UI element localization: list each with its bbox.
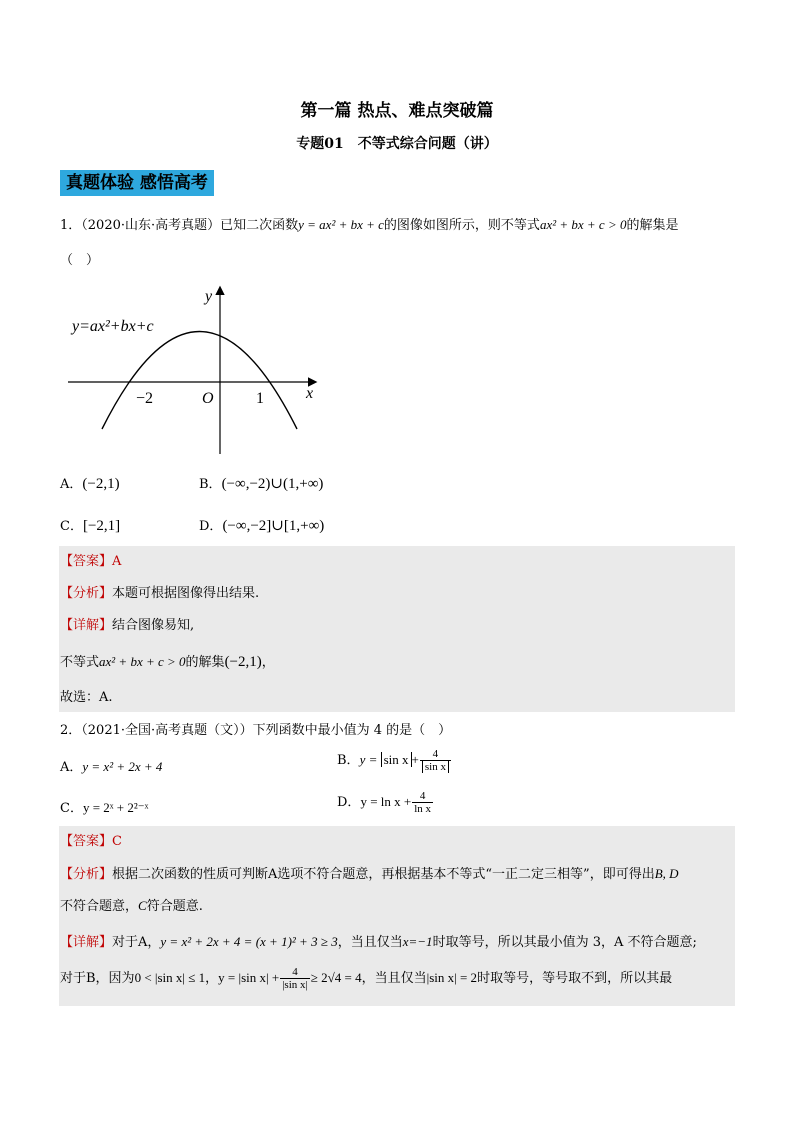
- q1-prefix: 1．（2020·山东·高考真题）已知二次函数: [60, 218, 299, 233]
- q1-option-c-value: [−2,1]: [82, 518, 121, 534]
- q2-option-a[interactable]: A．y = x² + 2x + 4: [60, 759, 163, 775]
- section-banner: 真题体验 感悟高考: [60, 170, 214, 196]
- root-label-neg2: −2: [136, 390, 154, 407]
- q2-option-b[interactable]: B．y = sin x + $\frac{4}{\text{sin x}}$: [337, 748, 452, 773]
- q1-detail-line2: 不等式ax² + bx + c > 0的解集(−2,1)，: [60, 654, 275, 670]
- q2-option-a-value: y = x² + 2x + 4: [82, 759, 163, 774]
- q1-stem: [60, 216, 678, 235]
- q1-option-a-value: (−2,1): [82, 476, 120, 492]
- q1-option-a[interactable]: A．(−2,1): [60, 476, 120, 492]
- origin-label: O: [202, 390, 214, 407]
- q2-analysis-line2: 不符合题意，C符合题意.: [60, 898, 203, 914]
- q2-detail-b: 对于B，因为0 < |sin x| ≤ 1，y = |sin x| + $\frac{4}{\text{|sin x|}}$ ≥ 2√4 = 4，当且仅当|sin x| = 2时取等号，等号取不到，所以其最: [60, 966, 673, 991]
- q1-option-c[interactable]: C．[−2,1]: [60, 518, 121, 534]
- page-title: 第一篇 热点、难点突破篇: [300, 101, 494, 121]
- q2-option-d[interactable]: D．y = ln x + $\frac{4}{\text{ln x}}$: [337, 790, 432, 815]
- q2-option-c[interactable]: C．y = 2ˣ + 2²⁻ˣ: [60, 800, 149, 816]
- q1-paren: （ ）: [60, 253, 100, 268]
- page-subtitle: 专题01 不等式综合问题（讲）: [296, 136, 498, 152]
- q2-analysis: 【分析】根据二次函数的性质可判断A选项不符合题意，再根据基本不等式“一正二定三相等”，即可得出B, D: [60, 866, 679, 882]
- y-axis-label: y: [205, 288, 213, 305]
- q2-option-c-value: y = 2ˣ + 2²⁻ˣ: [82, 800, 149, 815]
- q1-analysis: 【分析】本题可根据图像得出结果.: [60, 586, 260, 601]
- q1-answer: 【答案】A: [60, 554, 122, 569]
- q2-answer: 【答案】C: [60, 834, 122, 849]
- x-axis-label: x: [306, 385, 314, 402]
- q1-suffix: 的解集是: [626, 218, 679, 233]
- q1-mid: 的图像如图所示，则不等式: [383, 218, 540, 233]
- q2-stem: 2．（2021·全国·高考真题（文））下列函数中最小值为 4 的是（ ）: [60, 723, 452, 738]
- q2-detail-a: 【详解】对于A，y = x² + 2x + 4 = (x + 1)² + 3 ≥ 3，当且仅当x=−1时取等号，所以其最小值为 3，A 不符合题意;: [60, 934, 697, 950]
- q1-ineq: ax² + bx + c > 0: [539, 217, 627, 232]
- q1-detail: 【详解】结合图像易知,: [60, 618, 195, 633]
- root-label-1: 1: [256, 390, 264, 407]
- curve-label: y=ax²+bx+c: [72, 318, 154, 335]
- q1-option-b-value: (−∞,−2)∪(1,+∞): [221, 476, 324, 492]
- q1-option-b[interactable]: B．(−∞,−2)∪(1,+∞): [199, 476, 324, 492]
- parabola-curve: [102, 332, 297, 430]
- q1-option-d-value: (−∞,−2]∪[1,+∞): [222, 518, 325, 534]
- q1-func: y = ax² + bx + c: [298, 217, 384, 232]
- q1-parabola-graph: [60, 282, 330, 457]
- q1-conclusion: 故选：A.: [60, 690, 113, 705]
- q1-option-d[interactable]: D．(−∞,−2]∪[1,+∞): [199, 518, 325, 534]
